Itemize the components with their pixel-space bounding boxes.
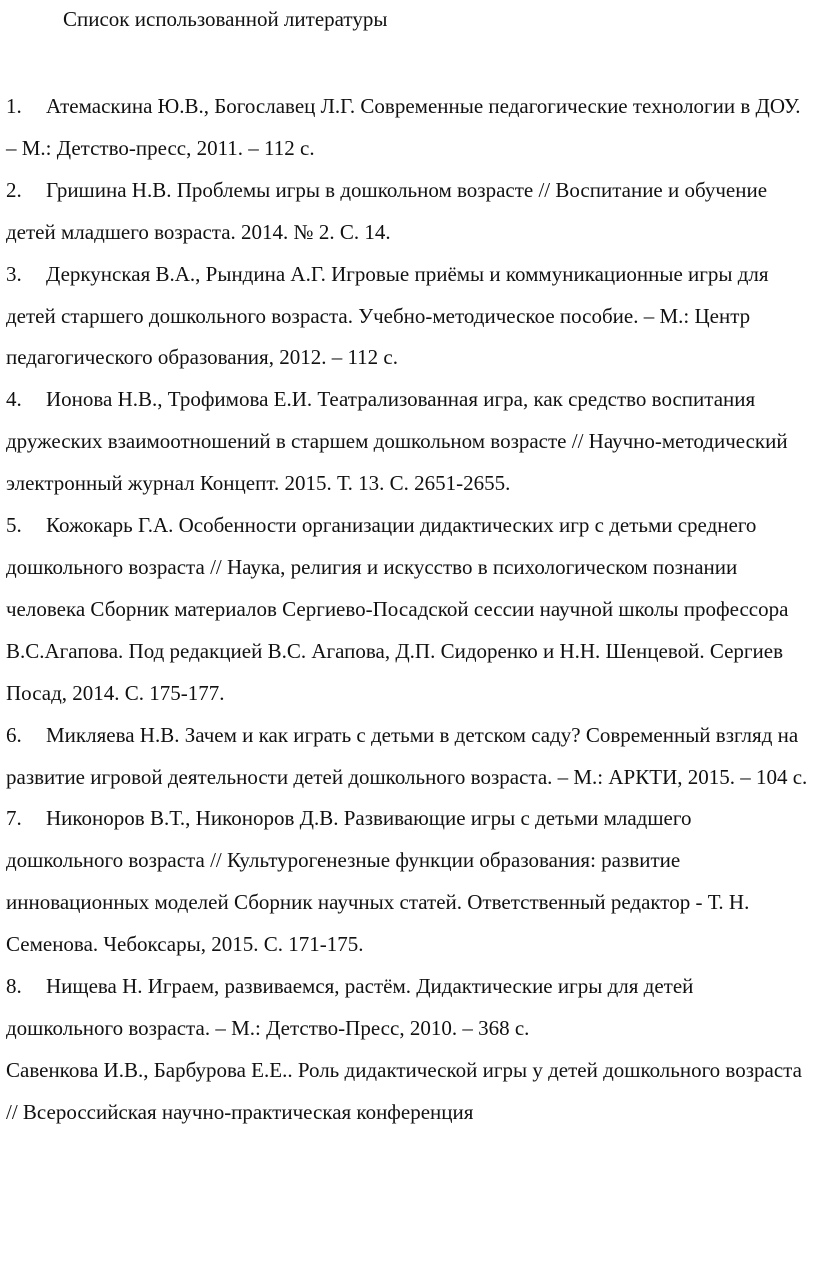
reference-number: 1.: [6, 94, 22, 118]
reference-text: Савенкова И.В., Барбурова Е.Е.. Роль дидактической игры у детей дошкольного возраста // Всероссийская научно-практическая конференция: [6, 1057, 802, 1124]
reference-text: Атемаскина Ю.В., Богославец Л.Г. Современные педагогические технологии в ДОУ. – М.: Детство-пресс, 2011. – 112 с.: [6, 94, 801, 160]
reference-item: [6, 798, 812, 966]
reference-text: Микляева Н.В. Зачем и как играть с детьми в детском саду? Современный взгляд на развитие игровой деятельности детей дошкольного возраста. – М.: АРКТИ, 2015. – 104 с.: [6, 722, 808, 789]
reference-item: [6, 86, 812, 170]
reference-number: 7.: [6, 806, 22, 831]
reference-number: 5.: [6, 513, 22, 538]
reference-number: 6.: [6, 722, 22, 747]
reference-item: [6, 505, 812, 715]
reference-item: [6, 966, 812, 1050]
reference-number: 3.: [6, 261, 22, 286]
reference-item: [6, 715, 812, 799]
reference-text: Ионова Н.В., Трофимова Е.И. Театрализованная игра, как средство воспитания дружеских взаимоотношений в старшем дошкольном возрасте // Научно-методический электронный журнал Концепт. 2015. Т. 13. С. 2651-2655.: [6, 387, 788, 496]
reference-number: 2.: [6, 177, 22, 202]
reference-item-unnumbered: [6, 1050, 812, 1134]
reference-item: [6, 254, 812, 380]
reference-number: 8.: [6, 974, 22, 999]
reference-item: [6, 379, 812, 505]
reference-number: 4.: [6, 387, 22, 412]
reference-list: [6, 86, 812, 1134]
reference-text: Нищева Н. Играем, развиваемся, растём. Дидактические игры для детей дошкольного возраста. – М.: Детство-Пресс, 2010. – 368 с.: [6, 974, 694, 1040]
reference-text: Никоноров В.Т., Никоноров Д.В. Развивающие игры с детьми младшего дошкольного возраста // Культурогенезные функции образования: развитие инновационных моделей Сборник научных статей. Ответственный редактор - Т. Н. Семенова. Чебоксары, 2015. С. 171-175.: [6, 806, 750, 957]
reference-text: Гришина Н.В. Проблемы игры в дошкольном возрасте // Воспитание и обучение детей младшего возраста. 2014. № 2. С. 14.: [6, 177, 768, 244]
reference-text: Кожокарь Г.А. Особенности организации дидактических игр с детьми среднего дошкольного возраста // Наука, религия и искусство в психологическом познании человека Сборник материалов Сергиево-Посадской сессии научной школы профессора В.С.Агапова. Под редакцией В.С. Агапова, Д.П. Сидоренко и Н.Н. Шенцевой. Сергиев Посад, 2014. С. 175-177.: [6, 513, 789, 705]
reference-item: [6, 170, 812, 254]
reference-text: Деркунская В.А., Рындина А.Г. Игровые приёмы и коммуникационные игры для детей старшего дошкольного возраста. Учебно-методическое пособие. – М.: Центр педагогического образования, 2012. – 112 с.: [6, 261, 769, 370]
page-title: Список использованной литературы: [63, 7, 388, 31]
